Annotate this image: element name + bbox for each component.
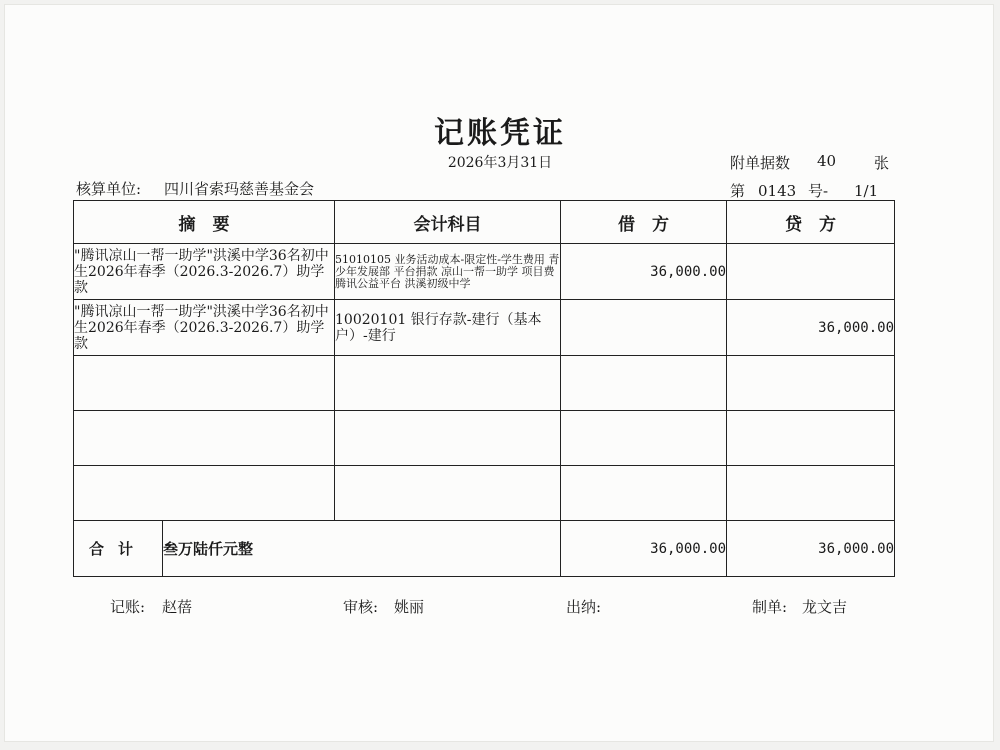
blank-cell (335, 466, 561, 521)
blank-cell (727, 356, 895, 411)
bookkeeper-name: 赵蓓 (162, 598, 193, 616)
entry-summary: "腾讯凉山一帮一助学"洪溪中学36名初中生2026年春季（2026.3-2026.7）助学款 (74, 300, 335, 356)
total-label: 合计 (74, 521, 163, 577)
unit-label: 核算单位: (76, 180, 142, 198)
blank-cell (727, 466, 895, 521)
attachment-unit: 张 (874, 154, 890, 172)
table-header-row (74, 201, 895, 244)
entry-account: 51010105 业务活动成本-限定性-学生费用 青少年发展部 平台捐款 凉山一帮一助学 项目费 腾讯公益平台 洪溪初级中学 (335, 244, 561, 300)
header-credit: 贷 方 (727, 201, 895, 244)
entry-debit: 36,000.00 (561, 244, 727, 300)
blank-cell (561, 356, 727, 411)
table-row (74, 300, 895, 356)
total-row (74, 521, 895, 577)
header-account: 会计科目 (335, 201, 561, 244)
blank-row (74, 356, 895, 411)
voucher-table (73, 200, 895, 577)
blank-cell (727, 411, 895, 466)
reviewer-name: 姚丽 (394, 598, 425, 616)
voucher-number-prefix: 第 (730, 182, 746, 200)
attachment-label: 附单据数 (730, 154, 791, 172)
entry-summary: "腾讯凉山一帮一助学"洪溪中学36名初中生2026年春季（2026.3-2026.7）助学款 (74, 244, 335, 300)
entry-debit (561, 300, 727, 356)
voucher-number-line (730, 180, 878, 201)
blank-row (74, 466, 895, 521)
entry-credit: 36,000.00 (727, 300, 895, 356)
blank-cell (561, 466, 727, 521)
entry-credit (727, 244, 895, 300)
attachment-count: 40 (817, 152, 837, 170)
blank-cell (74, 356, 335, 411)
total-debit: 36,000.00 (561, 521, 727, 577)
blank-cell (335, 411, 561, 466)
voucher-number: 0143 (758, 182, 797, 200)
blank-cell (74, 411, 335, 466)
voucher-number-suffix: 号- (808, 182, 829, 200)
cashier-label: 出纳: (566, 598, 602, 616)
total-credit: 36,000.00 (727, 521, 895, 577)
header-summary: 摘 要 (74, 201, 335, 244)
blank-cell (74, 466, 335, 521)
blank-cell (335, 356, 561, 411)
header-debit: 借 方 (561, 201, 727, 244)
blank-cell (561, 411, 727, 466)
reviewer-label: 审核: (343, 598, 379, 616)
unit-name: 四川省索玛慈善基金会 (164, 180, 315, 198)
voucher-date: 2026年3月31日 (447, 155, 553, 171)
table-row (74, 244, 895, 300)
blank-row (74, 411, 895, 466)
bookkeeper-label: 记账: (110, 598, 146, 616)
total-amount-words: 叁万陆仟元整 (163, 521, 561, 577)
preparer-label: 制单: (752, 598, 788, 616)
voucher-page: 1/1 (854, 182, 879, 200)
voucher-title: 记账凭证 (434, 116, 566, 151)
entry-account: 10020101 银行存款-建行（基本户）-建行 (335, 300, 561, 356)
preparer-name: 龙文吉 (802, 598, 848, 616)
